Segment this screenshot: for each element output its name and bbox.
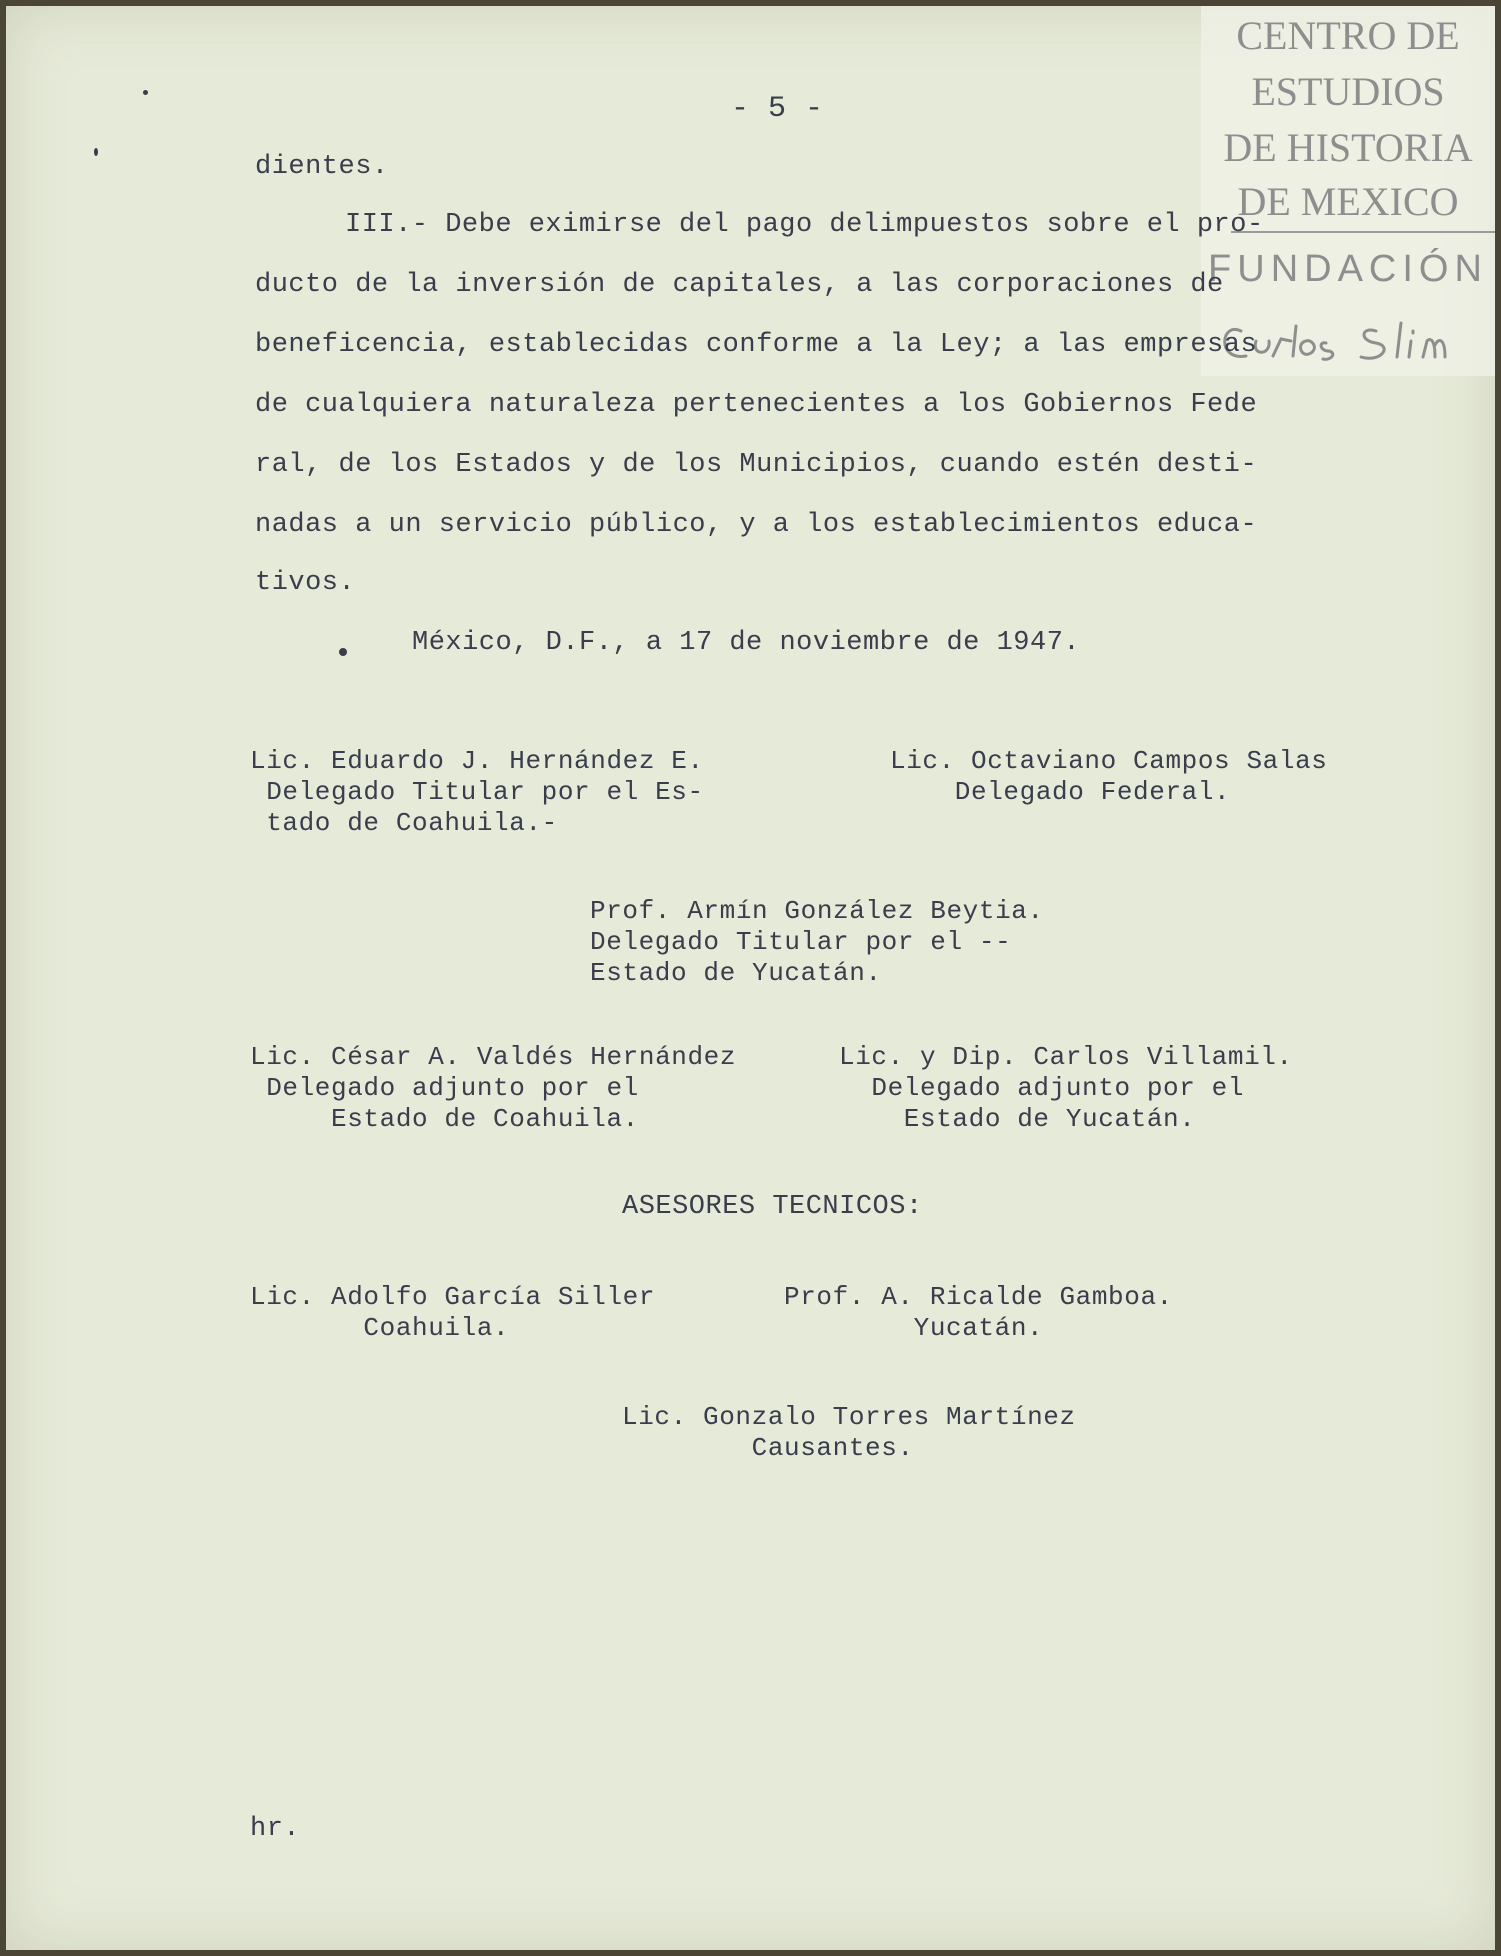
signatory-valdes: Lic. César A. Valdés Hernández Delegado adjunto por el Estado de Coahuila. [250,1042,737,1134]
body-line: dientes. [255,152,389,182]
body-line: de cualquiera naturaleza pertenecientes a los Gobiernos Fede [255,390,1258,420]
asesor-garcia: Lic. Adolfo García Siller Coahuila. [250,1282,656,1343]
document-page [6,6,1495,1950]
body-line: ral, de los Estados y de los Municipios, cuando estén desti- [255,450,1258,480]
stamp-line-1: CENTRO DE [1236,13,1460,58]
stamp-foundation: FUNDACIÓN [1208,248,1488,290]
asesor-torres: Lic. Gonzalo Torres Martínez Causantes. [622,1402,1076,1463]
signatory-villamil: Lic. y Dip. Carlos Villamil. Delegado adjunto por el Estado de Yucatán. [839,1042,1293,1134]
asesores-heading: ASESORES TECNICOS: [622,1192,923,1222]
margin-speck [94,148,98,156]
body-line: tivos. [255,568,356,598]
stamp-line-2: ESTUDIOS [1251,69,1445,114]
stamp-line-3: DE HISTORIA [1223,125,1473,170]
asesor-ricalde: Prof. A. Ricalde Gamboa. Yucatán. [784,1282,1173,1343]
body-line: ducto de la inversión de capitales, a las corporaciones de [255,270,1224,300]
date-line: México, D.F., a 17 de noviembre de 1947. [412,628,1081,658]
margin-speck [143,90,148,95]
archive-stamp [1201,6,1495,376]
body-line: beneficencia, establecidas conforme a la Ley; a las empresas [255,330,1258,360]
stamp-line-4: DE MEXICO [1237,179,1459,224]
bullet-mark [339,648,347,656]
page-number: - 5 - [731,92,824,126]
body-line: III.- Debe eximirse del pago delimpuestos sobre el pro- [345,210,1264,240]
signatory-gonzalez: Prof. Armín González Beytia. Delegado Titular por el -- Estado de Yucatán. [590,896,1044,988]
stamp-rule [1231,231,1495,233]
signatory-campos: Lic. Octaviano Campos Salas Delegado Federal. [890,746,1328,807]
signatory-hernandez: Lic. Eduardo J. Hernández E. Delegado Titular por el Es- tado de Coahuila.- [250,746,704,838]
body-line: nadas a un servicio público, y a los establecimientos educa- [255,510,1258,540]
typist-initials: hr. [250,1814,301,1844]
